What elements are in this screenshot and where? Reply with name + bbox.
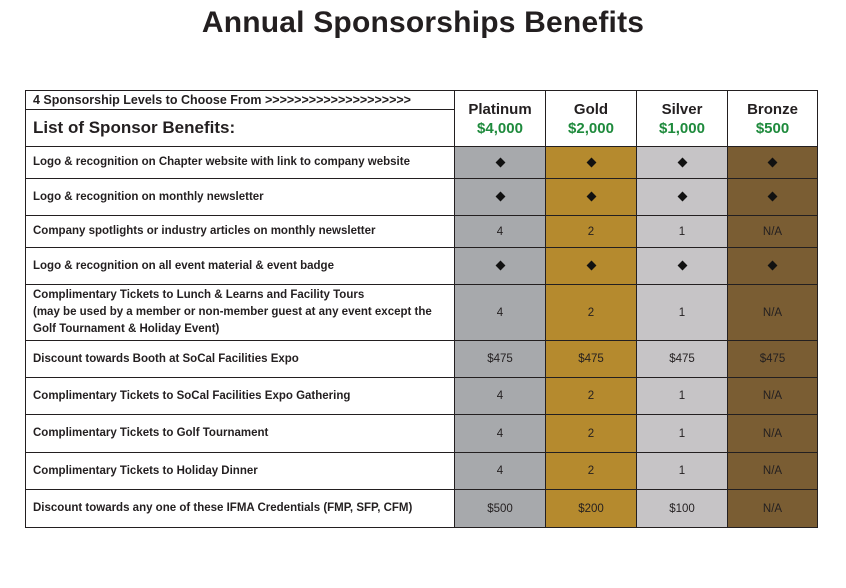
benefit-line: Complimentary Tickets to Lunch & Learns and Facility Tours	[33, 289, 365, 301]
benefit-row	[26, 285, 818, 341]
benefit-label	[26, 415, 455, 453]
benefit-row	[26, 490, 818, 528]
diamond-icon	[768, 261, 778, 271]
value-text: N/A	[762, 427, 783, 440]
diamond-icon	[677, 192, 687, 202]
benefit-row	[26, 341, 818, 378]
benefit-value-silver	[637, 490, 728, 528]
tier-header-bronze	[728, 91, 818, 147]
benefit-row	[26, 415, 818, 453]
benefit-value-bronze	[728, 341, 818, 378]
value-text: 1	[678, 390, 686, 402]
value-text: $100	[669, 502, 695, 515]
benefit-line: Logo & recognition on Chapter website with link to company website	[33, 156, 410, 168]
benefit-value-bronze	[728, 453, 818, 490]
benefit-value-silver	[637, 216, 728, 248]
diamond-icon	[768, 192, 778, 202]
benefit-value-platinum	[455, 216, 546, 248]
diamond-icon	[586, 192, 596, 202]
diamond-icon	[495, 261, 505, 271]
benefit-value-bronze	[728, 415, 818, 453]
diamond-icon	[677, 261, 687, 271]
benefit-value-platinum	[455, 341, 546, 378]
benefit-value-gold	[546, 453, 637, 490]
tier-name: Silver	[661, 100, 703, 118]
benefit-value-gold	[546, 179, 637, 216]
value-text: $200	[578, 502, 604, 515]
tier-name: Bronze	[747, 100, 798, 118]
benefit-label	[26, 453, 455, 490]
benefit-value-silver	[637, 248, 728, 285]
value-text: 1	[678, 465, 686, 477]
value-text: 2	[587, 427, 595, 440]
benefit-value-platinum	[455, 285, 546, 341]
diamond-icon	[586, 261, 596, 271]
benefit-row	[26, 216, 818, 248]
value-text: 1	[678, 427, 686, 440]
value-text: $475	[487, 353, 513, 365]
value-text: $475	[578, 353, 604, 365]
tier-price: $2,000	[568, 119, 614, 137]
value-text: N/A	[762, 306, 783, 319]
benefit-value-gold	[546, 216, 637, 248]
benefit-value-bronze	[728, 490, 818, 528]
benefit-value-bronze	[728, 147, 818, 179]
value-text: 4	[496, 465, 504, 477]
value-text: 4	[496, 390, 504, 402]
benefit-value-bronze	[728, 378, 818, 415]
benefit-label	[26, 179, 455, 216]
value-text: 2	[587, 225, 595, 238]
value-text: 1	[678, 306, 686, 319]
benefit-value-gold	[546, 341, 637, 378]
tier-header-gold	[546, 91, 637, 147]
benefit-value-platinum	[455, 179, 546, 216]
value-text: N/A	[762, 225, 783, 238]
value-text: 2	[587, 390, 595, 402]
benefit-label	[26, 248, 455, 285]
benefit-row	[26, 179, 818, 216]
benefit-line: Complimentary Tickets to Holiday Dinner	[33, 464, 258, 477]
benefit-value-gold	[546, 415, 637, 453]
benefit-value-bronze	[728, 179, 818, 216]
benefit-value-bronze	[728, 285, 818, 341]
tier-name: Platinum	[468, 100, 532, 118]
diamond-icon	[677, 157, 687, 167]
benefit-value-platinum	[455, 490, 546, 528]
benefit-line: Logo & recognition on monthly newsletter	[33, 190, 264, 203]
benefit-row	[26, 453, 818, 490]
value-text: 2	[587, 465, 595, 477]
benefit-line: Golf Tournament & Holiday Event)	[33, 323, 220, 335]
benefit-label	[26, 341, 455, 378]
benefit-line: Complimentary Tickets to Golf Tournament	[33, 427, 269, 439]
value-text: 1	[678, 225, 686, 238]
benefit-value-gold	[546, 147, 637, 179]
benefit-value-gold	[546, 490, 637, 528]
benefit-line: Complimentary Tickets to SoCal Facilities Expo Gathering	[33, 389, 351, 402]
diamond-icon	[495, 192, 505, 202]
tier-price: $4,000	[477, 119, 523, 137]
page-title: Annual Sponsorships Benefits	[201, 6, 645, 39]
levels-header: 4 Sponsorship Levels to Choose From >>>>>>>>>>>>>>>>>>>>	[26, 91, 455, 110]
value-text: 4	[496, 427, 504, 440]
value-text: N/A	[762, 502, 783, 515]
benefit-label	[26, 490, 455, 528]
benefit-value-platinum	[455, 453, 546, 490]
benefit-value-bronze	[728, 248, 818, 285]
benefits-list-header: List of Sponsor Benefits:	[26, 110, 455, 147]
benefit-line: Discount towards Booth at SoCal Facilities Expo	[33, 352, 299, 365]
benefit-label	[26, 378, 455, 415]
benefit-value-platinum	[455, 147, 546, 179]
diamond-icon	[495, 157, 505, 167]
tier-header-silver	[637, 91, 728, 147]
benefit-value-gold	[546, 378, 637, 415]
tier-price: $500	[755, 119, 790, 137]
tier-header-platinum	[455, 91, 546, 147]
tier-name: Gold	[573, 100, 609, 118]
benefit-value-platinum	[455, 378, 546, 415]
benefit-line: Logo & recognition on all event material & event badge	[33, 259, 334, 272]
benefit-value-silver	[637, 453, 728, 490]
value-text: N/A	[762, 390, 783, 402]
value-text: N/A	[762, 465, 783, 477]
value-text: 4	[496, 225, 504, 238]
benefit-value-silver	[637, 341, 728, 378]
benefit-value-platinum	[455, 415, 546, 453]
diamond-icon	[768, 157, 778, 167]
benefit-line: Discount towards any one of these IFMA Credentials (FMP, SFP, CFM)	[33, 502, 413, 514]
diamond-icon	[586, 157, 596, 167]
benefit-value-platinum	[455, 248, 546, 285]
benefit-label	[26, 147, 455, 179]
value-text: $475	[759, 353, 786, 365]
benefit-row	[26, 248, 818, 285]
benefit-value-silver	[637, 285, 728, 341]
benefit-label	[26, 216, 455, 248]
benefit-value-silver	[637, 179, 728, 216]
benefit-value-gold	[546, 285, 637, 341]
benefit-value-bronze	[728, 216, 818, 248]
tier-price: $1,000	[659, 119, 705, 137]
value-text: $475	[669, 353, 695, 365]
benefit-label	[26, 285, 455, 341]
benefits-table	[25, 90, 818, 528]
benefit-value-silver	[637, 147, 728, 179]
benefit-line: (may be used by a member or non-member guest at any event except the	[33, 306, 432, 318]
benefit-line: Company spotlights or industry articles on monthly newsletter	[33, 225, 376, 237]
value-text: 4	[496, 306, 504, 319]
benefit-row	[26, 378, 818, 415]
benefit-value-silver	[637, 378, 728, 415]
benefit-value-gold	[546, 248, 637, 285]
benefit-row	[26, 147, 818, 179]
value-text: $500	[487, 502, 513, 515]
value-text: 2	[587, 306, 595, 319]
benefit-value-silver	[637, 415, 728, 453]
